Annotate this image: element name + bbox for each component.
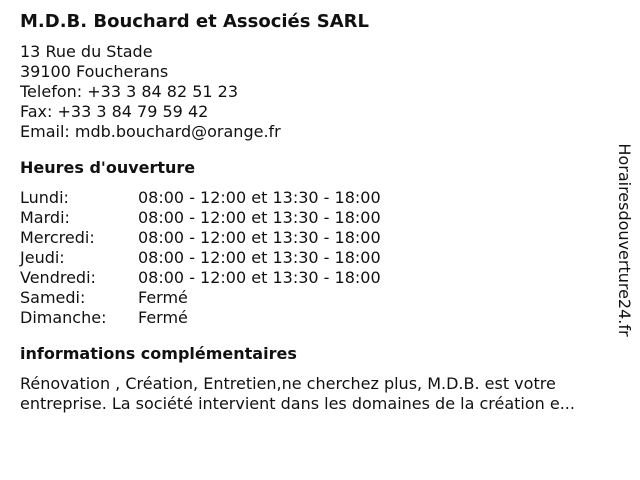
hours-time: 08:00 - 12:00 et 13:30 - 18:00: [138, 188, 381, 207]
fax-number: Fax: +33 3 84 79 59 42: [20, 102, 209, 121]
hours-row-saturday: [20, 288, 610, 308]
email-address: Email: mdb.bouchard@orange.fr: [20, 122, 281, 141]
company-name: M.D.B. Bouchard et Associés SARL: [20, 11, 369, 32]
hours-day: Mardi:: [20, 208, 70, 227]
additional-info-line: entreprise. La société intervient dans les domaines de la création e...: [20, 394, 575, 413]
address-city: 39100 Foucherans: [20, 62, 169, 81]
hours-day: Vendredi:: [20, 268, 96, 287]
hours-day: Lundi:: [20, 188, 69, 207]
business-card: [20, 10, 610, 414]
opening-hours-table: [20, 188, 610, 328]
hours-row-friday: [20, 268, 610, 288]
hours-day: Mercredi:: [20, 228, 95, 247]
opening-hours-heading: Heures d'ouverture: [20, 158, 196, 177]
hours-row-tuesday: [20, 208, 610, 228]
hours-time: Fermé: [138, 308, 188, 327]
hours-row-monday: [20, 188, 610, 208]
phone-number: Telefon: +33 3 84 82 51 23: [20, 82, 239, 101]
watermark-site-label: Horairesdouverture24.fr: [615, 143, 634, 337]
hours-time: 08:00 - 12:00 et 13:30 - 18:00: [138, 268, 381, 287]
hours-day: Dimanche:: [20, 308, 107, 327]
hours-time: 08:00 - 12:00 et 13:30 - 18:00: [138, 208, 381, 227]
address-street: 13 Rue du Stade: [20, 42, 153, 61]
hours-time: 08:00 - 12:00 et 13:30 - 18:00: [138, 248, 381, 267]
hours-row-sunday: [20, 308, 610, 328]
additional-info-heading: informations complémentaires: [20, 344, 297, 363]
hours-day: Jeudi:: [20, 248, 65, 267]
hours-time: Fermé: [138, 288, 188, 307]
hours-day: Samedi:: [20, 288, 86, 307]
additional-info-line: Rénovation , Création, Entretien,ne cherchez plus, M.D.B. est votre: [20, 374, 556, 393]
hours-time: 08:00 - 12:00 et 13:30 - 18:00: [138, 228, 381, 247]
additional-info-text: [20, 374, 610, 414]
contact-block: [20, 42, 610, 142]
hours-row-wednesday: [20, 228, 610, 248]
hours-row-thursday: [20, 248, 610, 268]
